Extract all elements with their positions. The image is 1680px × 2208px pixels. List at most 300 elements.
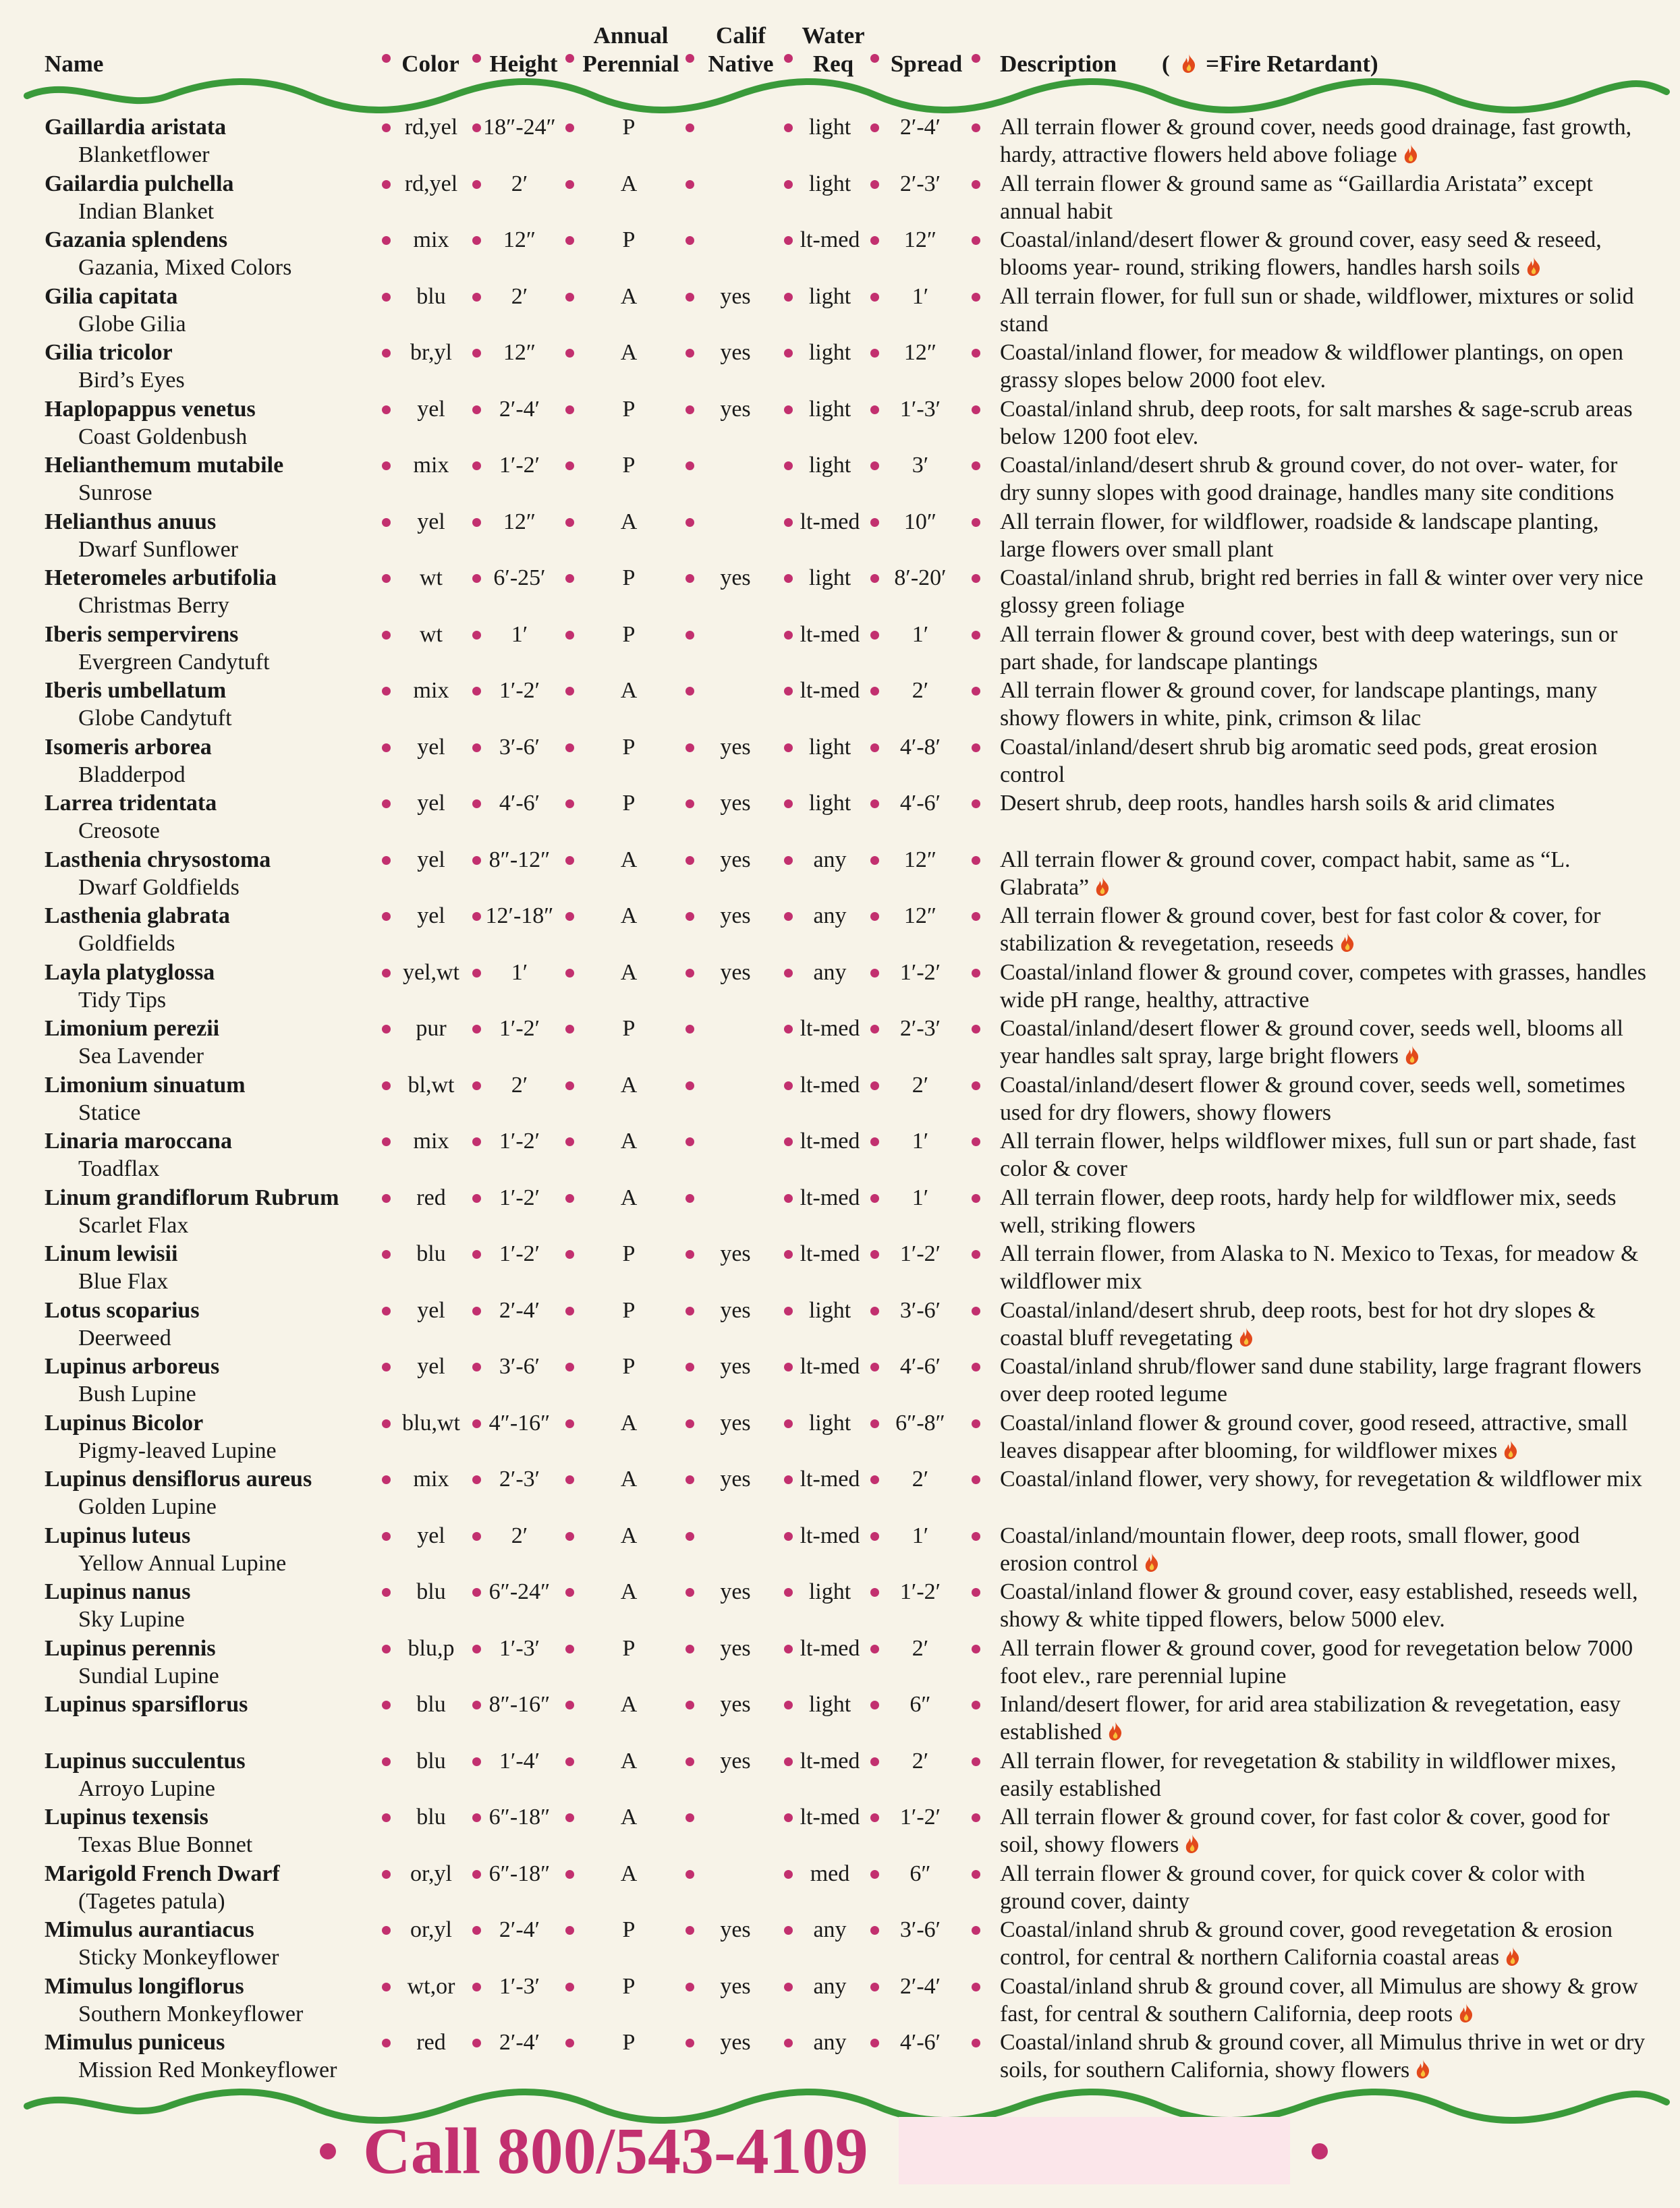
description-text [1000, 339, 1648, 394]
height-value: 12″ [503, 227, 536, 252]
height-value: 2′-4′ [499, 396, 540, 422]
description-body: All terrain flower, for full sun or shade, wildflower, mixtures or solid stand [1000, 283, 1634, 337]
column-dot [870, 1250, 879, 1259]
height-value: 2′-4′ [499, 1917, 540, 1942]
column-dot [972, 1475, 980, 1484]
column-dot [784, 1532, 793, 1541]
scientific-name: Linum lewisii [45, 1241, 178, 1266]
spread-value: 4′-6′ [899, 791, 941, 816]
header-dot [685, 54, 694, 63]
column-dot [685, 1757, 694, 1766]
column-dot [382, 1870, 391, 1879]
fire-icon [1181, 1833, 1203, 1855]
column-dot [382, 1419, 391, 1428]
column-dot [472, 1588, 481, 1597]
water-req-value: light [808, 115, 851, 140]
fire-icon [1092, 876, 1113, 897]
height-value: 2′ [511, 1523, 528, 1548]
description-text [1000, 2029, 1648, 2084]
column-dot [565, 1588, 574, 1597]
column-dot [784, 1250, 793, 1259]
top-wave-divider [0, 76, 1680, 113]
column-dot [784, 405, 793, 414]
header-water-req: Water Req [802, 22, 865, 77]
spread-value: 2′-4′ [899, 115, 941, 140]
column-dot [685, 1870, 694, 1879]
column-dot [565, 1081, 574, 1090]
spread-value: 10″ [903, 509, 937, 534]
column-dot [870, 743, 879, 752]
fire-icon [1178, 53, 1200, 74]
column-dot [870, 1532, 879, 1541]
calif-native-value: yes [720, 903, 751, 928]
scientific-name: Linum grandiflorum Rubrum [45, 1185, 339, 1210]
description-body: Coastal/inland shrub, deep roots, for salt marshes & sage-scrub areas below 1200 foot elev. [1000, 396, 1633, 449]
column-dot [565, 1532, 574, 1541]
annual-perennial-value: P [622, 1016, 636, 1041]
spread-value: 1′-2′ [899, 1241, 941, 1266]
common-name: Dwarf Goldfields [78, 874, 240, 900]
description-text [1000, 451, 1648, 507]
spread-value: 2′ [912, 1072, 929, 1098]
color-value: red [416, 2030, 446, 2055]
height-value: 3′-6′ [499, 1354, 540, 1379]
description-text [1000, 789, 1648, 817]
description-body: Coastal/inland flower, for meadow & wildflower plantings, on open grassy slopes below 2000 foot elev. [1000, 340, 1623, 393]
height-value: 8″-12″ [488, 847, 551, 872]
spread-value: 12″ [903, 227, 937, 252]
description-body: Coastal/inland flower & ground cover, easy established, reseeds well, showy & white tipped flowers, below 5000 elev. [1000, 1579, 1638, 1632]
height-value: 4′-6′ [499, 791, 540, 816]
column-dot [870, 1194, 879, 1203]
water-req-value: light [808, 1297, 851, 1323]
column-dot [685, 1025, 694, 1034]
column-dot [784, 518, 793, 527]
column-dot [472, 799, 481, 808]
annual-perennial-value: P [622, 621, 636, 647]
description-body: Inland/desert flower, for arid area stabilization & revegetation, easy established [1000, 1692, 1621, 1745]
calif-native-value: yes [720, 1635, 751, 1661]
column-dot [784, 1588, 793, 1597]
spread-value: 1′ [912, 1185, 929, 1210]
height-value: 12′-18″ [485, 903, 554, 928]
calif-native-value: yes [720, 1579, 751, 1604]
calif-native-value: yes [720, 1241, 751, 1266]
description-text [1000, 1916, 1648, 1971]
common-name: Globe Gilia [78, 311, 186, 337]
column-dot [565, 349, 574, 358]
column-dot [382, 856, 391, 865]
column-dot [784, 856, 793, 865]
height-value: 3′-6′ [499, 734, 540, 760]
column-dot [472, 1757, 481, 1766]
description-body: Coastal/inland/mountain flower, deep roots, small flower, good erosion control [1000, 1523, 1580, 1576]
column-dot [382, 236, 391, 245]
description-text [1000, 902, 1648, 957]
water-req-value: any [813, 903, 847, 928]
description-text [1000, 1973, 1648, 2028]
column-dot [382, 1250, 391, 1259]
column-dot [382, 1532, 391, 1541]
height-value: 2′ [511, 171, 528, 196]
column-dot [565, 1250, 574, 1259]
annual-perennial-value: A [620, 1523, 638, 1548]
height-value: 6′-25′ [493, 565, 546, 590]
spread-value: 2′ [912, 1748, 929, 1774]
table-header [0, 0, 1680, 81]
header-annual-perennial: Annual Perennial [582, 22, 679, 77]
column-dot [784, 461, 793, 470]
description-text [1000, 1691, 1648, 1746]
scientific-name: Marigold French Dwarf [45, 1861, 280, 1886]
column-dot [870, 293, 879, 302]
height-value: 2′-4′ [499, 2030, 540, 2055]
spread-value: 2′ [912, 678, 929, 703]
header-dot [972, 54, 980, 63]
column-dot [972, 461, 980, 470]
header-dot [382, 54, 391, 63]
scientific-name: Lupinus texensis [45, 1805, 208, 1830]
column-dot [784, 1645, 793, 1653]
column-dot [972, 1588, 980, 1597]
color-value: blu,wt [402, 1410, 460, 1436]
common-name: Mission Red Monkeyflower [78, 2058, 337, 2083]
annual-perennial-value: P [622, 396, 636, 422]
column-dot [382, 1588, 391, 1597]
column-dot [382, 1926, 391, 1935]
water-req-value: lt-med [800, 227, 860, 252]
common-name: Southern Monkeyflower [78, 2001, 304, 2027]
header-description: Description [1000, 51, 1117, 77]
footer-dot-right [1312, 2143, 1328, 2159]
column-dot [382, 969, 391, 978]
calif-native-value: yes [720, 396, 751, 422]
column-dot [784, 1307, 793, 1315]
column-dot [784, 799, 793, 808]
column-dot [472, 1363, 481, 1371]
column-dot [972, 180, 980, 189]
height-value: 2′-4′ [499, 1297, 540, 1323]
column-dot [972, 1419, 980, 1428]
description-body: All terrain flower & ground cover, best for fast color & cover, for stabilization & revegetation, reseeds [1000, 903, 1601, 956]
header-height: Height [489, 51, 558, 77]
description-body: All terrain flower & ground cover, for landscape plantings, many showy flowers in white, pink, crimson & lilac [1000, 678, 1598, 731]
column-dot [565, 631, 574, 640]
column-dot [870, 1870, 879, 1879]
column-dot [565, 518, 574, 527]
scientific-name: Helianthus anuus [45, 509, 217, 534]
column-dot [472, 687, 481, 696]
description-body: Coastal/inland flower & ground cover, good reseed, attractive, small leaves disappear after blooming, for wildflower mixes [1000, 1410, 1628, 1463]
fire-icon [1412, 2058, 1434, 2080]
column-dot [565, 405, 574, 414]
table-row [0, 733, 1680, 790]
description-body: All terrain flower & ground cover, for fast color & cover, good for soil, showy flowers [1000, 1805, 1610, 1857]
annual-perennial-value: A [620, 1861, 638, 1886]
water-req-value: lt-med [800, 678, 860, 703]
column-dot [565, 1645, 574, 1653]
column-dot [565, 1025, 574, 1034]
description-body: Coastal/inland shrub & ground cover, all Mimulus thrive in wet or dry soils, for southern California, showy flowers [1000, 2030, 1646, 2083]
table-row [0, 1015, 1680, 1071]
column-dot [565, 912, 574, 921]
column-dot [472, 969, 481, 978]
height-value: 1′-2′ [499, 678, 540, 703]
scientific-name: Lupinus perennis [45, 1635, 216, 1661]
description-text [1000, 733, 1648, 789]
height-value: 8″-16″ [488, 1692, 551, 1717]
color-value: wt [420, 621, 443, 647]
color-value: rd,yel [404, 115, 458, 140]
common-name: Sundial Lupine [78, 1663, 219, 1689]
scientific-name: Iberis umbellatum [45, 678, 227, 703]
fire-icon [1337, 932, 1358, 953]
column-dot [382, 631, 391, 640]
column-dot [472, 1419, 481, 1428]
spread-value: 1′-2′ [899, 959, 941, 985]
common-name: Indian Blanket [78, 198, 215, 224]
water-req-value: lt-med [800, 1467, 860, 1492]
color-value: blu,p [408, 1635, 455, 1661]
annual-perennial-value: P [622, 453, 636, 478]
table-row [0, 1973, 1680, 2029]
description-body: Coastal/inland flower, very showy, for revegetation & wildflower mix [1000, 1467, 1642, 1492]
column-dot [685, 123, 694, 132]
height-value: 1′-2′ [499, 453, 540, 478]
spread-value: 3′-6′ [899, 1297, 941, 1323]
column-dot [784, 1757, 793, 1766]
column-dot [382, 1025, 391, 1034]
description-body: Coastal/inland/desert shrub, deep roots, best for hot dry slopes & coastal bluff revegetating [1000, 1297, 1596, 1351]
height-value: 12″ [503, 509, 536, 534]
column-dot [382, 1701, 391, 1709]
common-name: Evergreen Candytuft [78, 649, 270, 675]
scientific-name: Iberis sempervirens [45, 621, 239, 647]
scientific-name: Mimulus aurantiacus [45, 1917, 254, 1942]
description-text [1000, 283, 1648, 338]
column-dot [972, 349, 980, 358]
column-dot [472, 574, 481, 583]
column-dot [685, 1081, 694, 1090]
column-dot [565, 123, 574, 132]
height-value: 2′ [511, 283, 528, 309]
column-dot [472, 2039, 481, 2047]
column-dot [685, 969, 694, 978]
water-req-value: any [813, 1917, 847, 1942]
column-dot [565, 1701, 574, 1709]
description-text [1000, 959, 1648, 1014]
spread-value: 12″ [903, 847, 937, 872]
common-name: Goldfields [78, 931, 175, 956]
column-dot [784, 1701, 793, 1709]
column-dot [472, 856, 481, 865]
description-text [1000, 1860, 1648, 1915]
description-text [1000, 113, 1648, 169]
column-dot [870, 405, 879, 414]
column-dot [565, 236, 574, 245]
common-name: Christmas Berry [78, 593, 229, 618]
water-req-value: lt-med [800, 1805, 860, 1830]
water-req-value: light [808, 791, 851, 816]
water-req-value: light [808, 565, 851, 590]
column-dot [784, 969, 793, 978]
table-row [0, 395, 1680, 452]
column-dot [382, 518, 391, 527]
column-dot [685, 743, 694, 752]
column-dot [972, 799, 980, 808]
column-dot [784, 1363, 793, 1371]
description-text [1000, 1578, 1648, 1633]
column-dot [382, 1475, 391, 1484]
height-value: 1′-2′ [499, 1185, 540, 1210]
description-text [1000, 1127, 1648, 1183]
column-dot [565, 1363, 574, 1371]
water-req-value: light [808, 340, 851, 365]
column-dot [870, 574, 879, 583]
scientific-name: Gilia capitata [45, 283, 178, 309]
scientific-name: Helianthemum mutabile [45, 453, 284, 478]
column-dot [870, 1363, 879, 1371]
calif-native-value: yes [720, 1917, 751, 1942]
spread-value: 1′ [912, 621, 929, 647]
column-dot [870, 2039, 879, 2047]
common-name: Sunrose [78, 480, 152, 505]
description-body: All terrain flower & ground same as “Gaillardia Aristata” except annual habit [1000, 171, 1593, 224]
water-req-value: any [813, 2030, 847, 2055]
column-dot [685, 1137, 694, 1146]
common-name: Toadflax [78, 1156, 160, 1181]
table-row [0, 1578, 1680, 1635]
spread-value: 3′-6′ [899, 1917, 941, 1942]
column-dot [972, 236, 980, 245]
column-dot [472, 1025, 481, 1034]
column-dot [870, 1307, 879, 1315]
table-row [0, 508, 1680, 565]
scientific-name: Lupinus densiflorus aureus [45, 1467, 312, 1492]
column-dot [870, 969, 879, 978]
column-dot [784, 1137, 793, 1146]
description-body: All terrain flower, for wildflower, roadside & landscape planting, large flowers over small plant [1000, 509, 1599, 562]
column-dot [685, 1813, 694, 1822]
column-dot [472, 1250, 481, 1259]
column-dot [972, 1194, 980, 1203]
color-value: red [416, 1185, 446, 1210]
table-row [0, 959, 1680, 1015]
color-value: yel [417, 1354, 445, 1379]
column-dot [565, 856, 574, 865]
column-dot [382, 912, 391, 921]
common-name: Creosote [78, 818, 160, 843]
description-body: Coastal/inland/desert flower & ground cover, easy seed & reseed, blooms year- round, striking flowers, handles harsh soils [1000, 227, 1602, 280]
description-body: All terrain flower & ground cover, compact habit, same as “L. Glabrata” [1000, 847, 1571, 900]
column-dot [784, 1081, 793, 1090]
header-dot [472, 54, 481, 63]
column-dot [472, 1081, 481, 1090]
header-fire-legend: ( =Fire Retardant) [1162, 51, 1378, 77]
column-dot [972, 293, 980, 302]
common-name: Scarlet Flax [78, 1212, 189, 1238]
description-body: All terrain flower & ground cover, best with deep waterings, sun or part shade, for landscape plantings [1000, 621, 1618, 675]
annual-perennial-value: P [622, 227, 636, 252]
description-body: Coastal/inland shrub, bright red berries in fall & winter over very nice glossy green foliage [1000, 565, 1644, 618]
column-dot [685, 856, 694, 865]
column-dot [870, 1813, 879, 1822]
column-dot [565, 293, 574, 302]
column-dot [972, 1363, 980, 1371]
common-name: Sea Lavender [78, 1044, 204, 1069]
description-text [1000, 677, 1648, 732]
color-value: blu [416, 1805, 446, 1830]
scientific-name: Gilia tricolor [45, 340, 173, 365]
column-dot [685, 1645, 694, 1653]
scientific-name: Larrea tridentata [45, 791, 217, 816]
annual-perennial-value: A [620, 283, 638, 309]
column-dot [972, 687, 980, 696]
annual-perennial-value: A [620, 1410, 638, 1436]
column-dot [685, 405, 694, 414]
annual-perennial-value: A [620, 1748, 638, 1774]
column-dot [685, 1194, 694, 1203]
annual-perennial-value: A [620, 1072, 638, 1098]
color-value: or,yl [410, 1917, 452, 1942]
column-dot [565, 1926, 574, 1935]
annual-perennial-value: A [620, 1692, 638, 1717]
common-name: Deerweed [78, 1325, 171, 1351]
calif-native-value: yes [720, 283, 751, 309]
column-dot [972, 1250, 980, 1259]
description-body: Coastal/inland/desert flower & ground cover, seeds well, sometimes used for dry flowers, showy flowers [1000, 1072, 1625, 1125]
column-dot [972, 856, 980, 865]
description-body: Coastal/inland flower & ground cover, competes with grasses, handles wide pH range, healthy, attractive [1000, 959, 1646, 1013]
table-row [0, 677, 1680, 733]
scientific-name: Lupinus nanus [45, 1579, 191, 1604]
column-dot [685, 461, 694, 470]
column-dot [382, 349, 391, 358]
column-dot [382, 461, 391, 470]
annual-perennial-value: A [620, 1579, 638, 1604]
column-dot [382, 293, 391, 302]
description-text [1000, 395, 1648, 451]
table-row [0, 226, 1680, 283]
description-text [1000, 1353, 1648, 1408]
column-dot [685, 1475, 694, 1484]
color-value: rd,yel [404, 171, 458, 196]
table-row [0, 1860, 1680, 1917]
spread-value: 2′-4′ [899, 1973, 941, 1999]
column-dot [870, 349, 879, 358]
column-dot [685, 1701, 694, 1709]
description-text [1000, 564, 1648, 619]
scientific-name: Layla platyglossa [45, 959, 215, 985]
annual-perennial-value: A [620, 1805, 638, 1830]
scientific-name: Haplopappus venetus [45, 396, 256, 422]
column-dot [972, 969, 980, 978]
column-dot [870, 1588, 879, 1597]
table-row [0, 1747, 1680, 1804]
column-dot [685, 1363, 694, 1371]
water-req-value: lt-med [800, 1354, 860, 1379]
column-dot [685, 574, 694, 583]
column-dot [565, 1194, 574, 1203]
water-req-value: med [810, 1861, 850, 1886]
column-dot [685, 799, 694, 808]
column-dot [382, 799, 391, 808]
table-row [0, 1691, 1680, 1747]
table-row [0, 1635, 1680, 1691]
column-dot [565, 1419, 574, 1428]
color-value: mix [413, 453, 449, 478]
column-dot [472, 236, 481, 245]
